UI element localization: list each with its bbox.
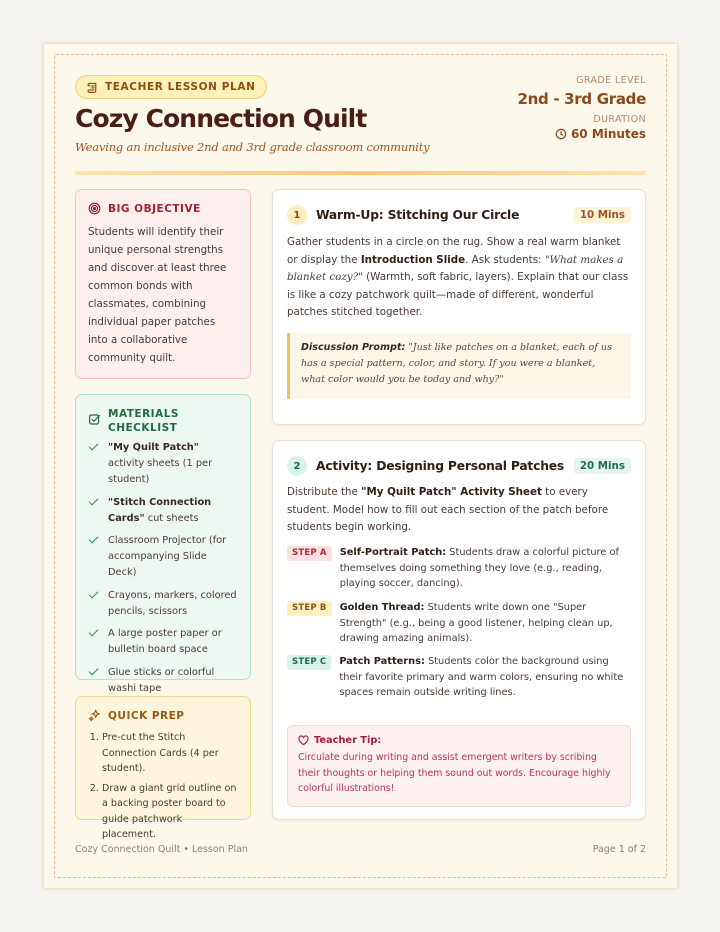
tag-label: TEACHER LESSON PLAN [105,81,256,93]
objective-card [75,189,251,379]
step-c-text: Patch Patterns: Students color the background using their favorite primary and warm colors, ensuring no white spaces remain outside writing lines. [339,656,624,698]
list-item: Crayons, markers, colored pencils, scissors [88,588,238,620]
objective-heading-row [88,202,238,216]
step-c [287,654,631,701]
list-item: A large poster paper or bulletin board space [88,626,238,658]
clock-icon [555,128,567,140]
page-title: Cozy Connection Quilt [75,104,367,133]
teacher-tip-heading: Teacher Tip: [314,735,382,746]
step-b-badge: STEP B [287,601,332,616]
lesson-plan-tag [75,75,267,99]
step-a [287,545,631,592]
prep-card [75,696,251,840]
materials-card [75,394,251,694]
warmup-step-number: 1 [287,205,307,225]
page-footer [75,844,646,855]
prep-heading-row [88,709,238,723]
lesson-meta [517,75,646,141]
activity-step-number: 2 [287,456,307,476]
grade-level-value: 2nd - 3rd Grade [517,90,646,108]
duration-value: 60 Minutes [570,127,646,141]
page-number: Page 1 of 2 [592,844,646,855]
header-divider [75,171,646,175]
sparkle-icon [88,709,101,722]
prep-list [88,730,238,843]
list-item: 2. Draw a giant grid outline on a backing poster board to guide patchwork placement. [102,781,238,843]
target-icon [88,202,101,215]
checkbox-icon [88,413,101,426]
scroll-icon [86,81,99,94]
materials-heading: MATERIALS CHECKLIST [108,408,179,434]
list-item: 1. Pre-cut the Stitch Connection Cards (4 per student). [102,730,238,777]
teacher-tip [287,725,631,807]
materials-heading-row [88,407,238,435]
activity-title: Activity: Designing Personal Patches [316,459,565,473]
warmup-card [272,189,646,425]
warmup-title: Warm-Up: Stitching Our Circle [316,208,520,222]
prep-heading: QUICK PREP [108,710,185,722]
duration-value-row [517,127,646,141]
materials-list [88,440,238,697]
lesson-plan-page [43,43,678,889]
objective-heading: BIG OBJECTIVE [108,203,201,215]
footer-title: Cozy Connection Quilt • Lesson Plan [75,844,248,855]
discussion-prompt: Discussion Prompt: "Just like patches on a blanket, each of us has a special pattern, color, and story. If you were a blanket, what color would you be today and why?" [287,333,631,399]
page-subtitle: Weaving an inclusive 2nd and 3rd grade classroom community [75,140,430,154]
objective-text: Students will identify their unique personal strengths and discover at least three common bonds with classmates, combining individual paper patches into a collaborative community quilt. [88,226,227,364]
heart-icon [298,735,309,746]
activity-duration-badge: 20 Mins [574,458,631,474]
step-c-badge: STEP C [287,655,331,670]
warmup-header [287,204,631,226]
step-a-badge: STEP A [287,546,332,561]
teacher-tip-text: Circulate during writing and assist emergent writers by scribing their thoughts or helping them sound out words. Encourage highly colorful illustrations! [298,752,611,794]
activity-description: Distribute the "My Quilt Patch" Activity Sheet to every student. Model how to fill out each section of the patch before students begin working. [287,486,609,533]
grade-level-label: GRADE LEVEL [576,75,646,86]
list-item: "Stitch Connection Cards" cut sheets [88,495,238,527]
step-b-text: Golden Thread: Students write down one "Super Strength" (e.g., being a good listener, helping clean up, drawing amazing animals). [339,602,613,644]
duration-label: DURATION [593,114,646,125]
step-b [287,600,631,647]
list-item: Classroom Projector (for accompanying Slide Deck) [88,533,238,581]
activity-header [287,455,631,477]
list-item: "My Quilt Patch" activity sheets (1 per student) [88,440,238,488]
step-a-text: Self-Portrait Patch: Students draw a colorful picture of themselves doing something they love (e.g., reading, playing soccer, dancing). [339,547,619,589]
warmup-description: Gather students in a circle on the rug. Show a real warm blanket or display the Introduction Slide. Ask students: "What makes a blanket cozy?" (Warmth, soft fabric, layers). Explain that our class is like a cozy patchwork quilt—made of different, wonderful patches stitched together. [287,236,629,318]
warmup-duration-badge: 10 Mins [574,207,631,223]
teacher-tip-heading-row [298,735,620,746]
activity-card [272,440,646,820]
list-item: Glue sticks or colorful washi tape [88,665,238,697]
